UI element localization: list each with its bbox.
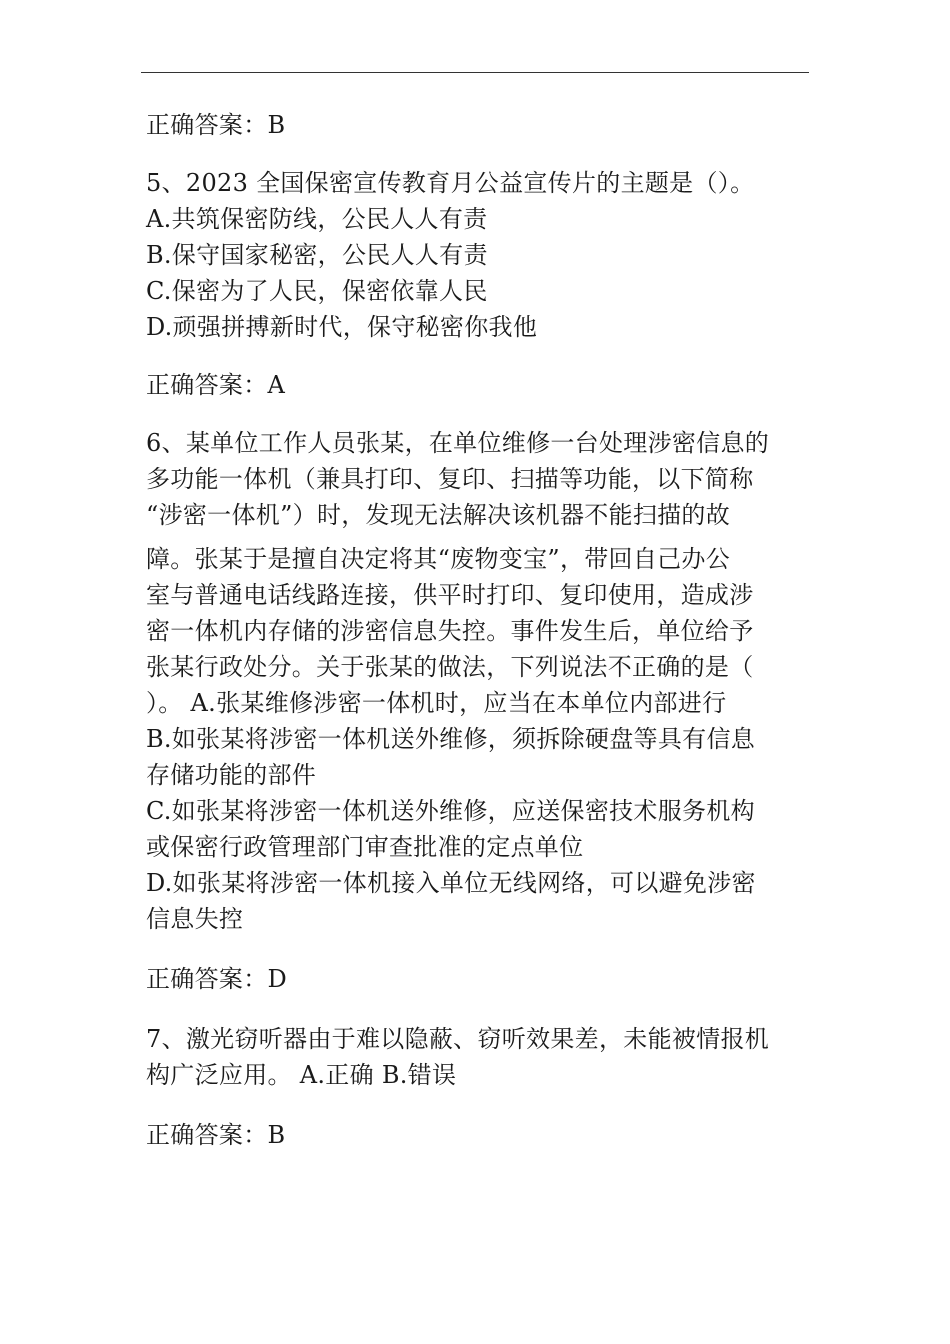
question-6-option-line: ）。 A.张某维修涉密一体机时，应当在本单位内部进行	[146, 689, 727, 717]
question-6-stem-line: 密一体机内存储的涉密信息失控。事件发生后，单位给予	[146, 617, 754, 645]
question-6-option-line: C.如张某将涉密一体机送外维修，应送保密技术服务机构	[146, 797, 755, 825]
question-6-option-line: 信息失控	[146, 905, 244, 933]
question-6-stem-line: 多功能一体机（兼具打印、复印、扫描等功能，以下简称	[146, 465, 754, 493]
question-7-answer: 正确答案：B	[146, 1121, 286, 1149]
question-6-stem-line: 张某行政处分。关于张某的做法，下列说法不正确的是（	[146, 653, 754, 681]
question-6-stem-line: “涉密一体机”）时，发现无法解决该机器不能扫描的故	[146, 501, 731, 529]
document-body	[146, 107, 811, 1153]
question-5-stem: 5、2023 全国保密宣传教育月公益宣传片的主题是（）。	[146, 169, 755, 197]
header-rule	[141, 72, 809, 73]
question-7-stem-line: 构广泛应用。 A.正确 B.错误	[146, 1061, 457, 1089]
question-5-answer: 正确答案：A	[146, 371, 286, 399]
question-5-option-c: C.保密为了人民，保密依靠人民	[146, 277, 488, 305]
question-6-option-line: 或保密行政管理部门审查批准的定点单位	[146, 833, 584, 861]
question-6-stem-line: 障。张某于是擅自决定将其“废物变宝”，带回自己办公	[146, 545, 731, 573]
question-6-option-line: B.如张某将涉密一体机送外维修，须拆除硬盘等具有信息	[146, 725, 756, 753]
question-6-option-line: D.如张某将涉密一体机接入单位无线网络，可以避免涉密	[146, 869, 756, 897]
question-5-option-b: B.保守国家秘密，公民人人有责	[146, 241, 488, 269]
answer-line: 正确答案：B	[146, 111, 286, 139]
question-5-option-a: A.共筑保密防线，公民人人有责	[146, 205, 488, 233]
question-7-stem-line: 7、激光窃听器由于难以隐蔽、窃听效果差，未能被情报机	[146, 1025, 770, 1053]
question-5-option-d: D.顽强拼搏新时代，保守秘密你我他	[146, 313, 538, 341]
question-6-option-line: 存储功能的部件	[146, 761, 317, 789]
question-6-stem-line: 6、某单位工作人员张某，在单位维修一台处理涉密信息的	[146, 429, 770, 457]
question-6-stem-line: 室与普通电话线路连接，供平时打印、复印使用，造成涉	[146, 581, 754, 609]
question-6-answer: 正确答案：D	[146, 965, 288, 993]
